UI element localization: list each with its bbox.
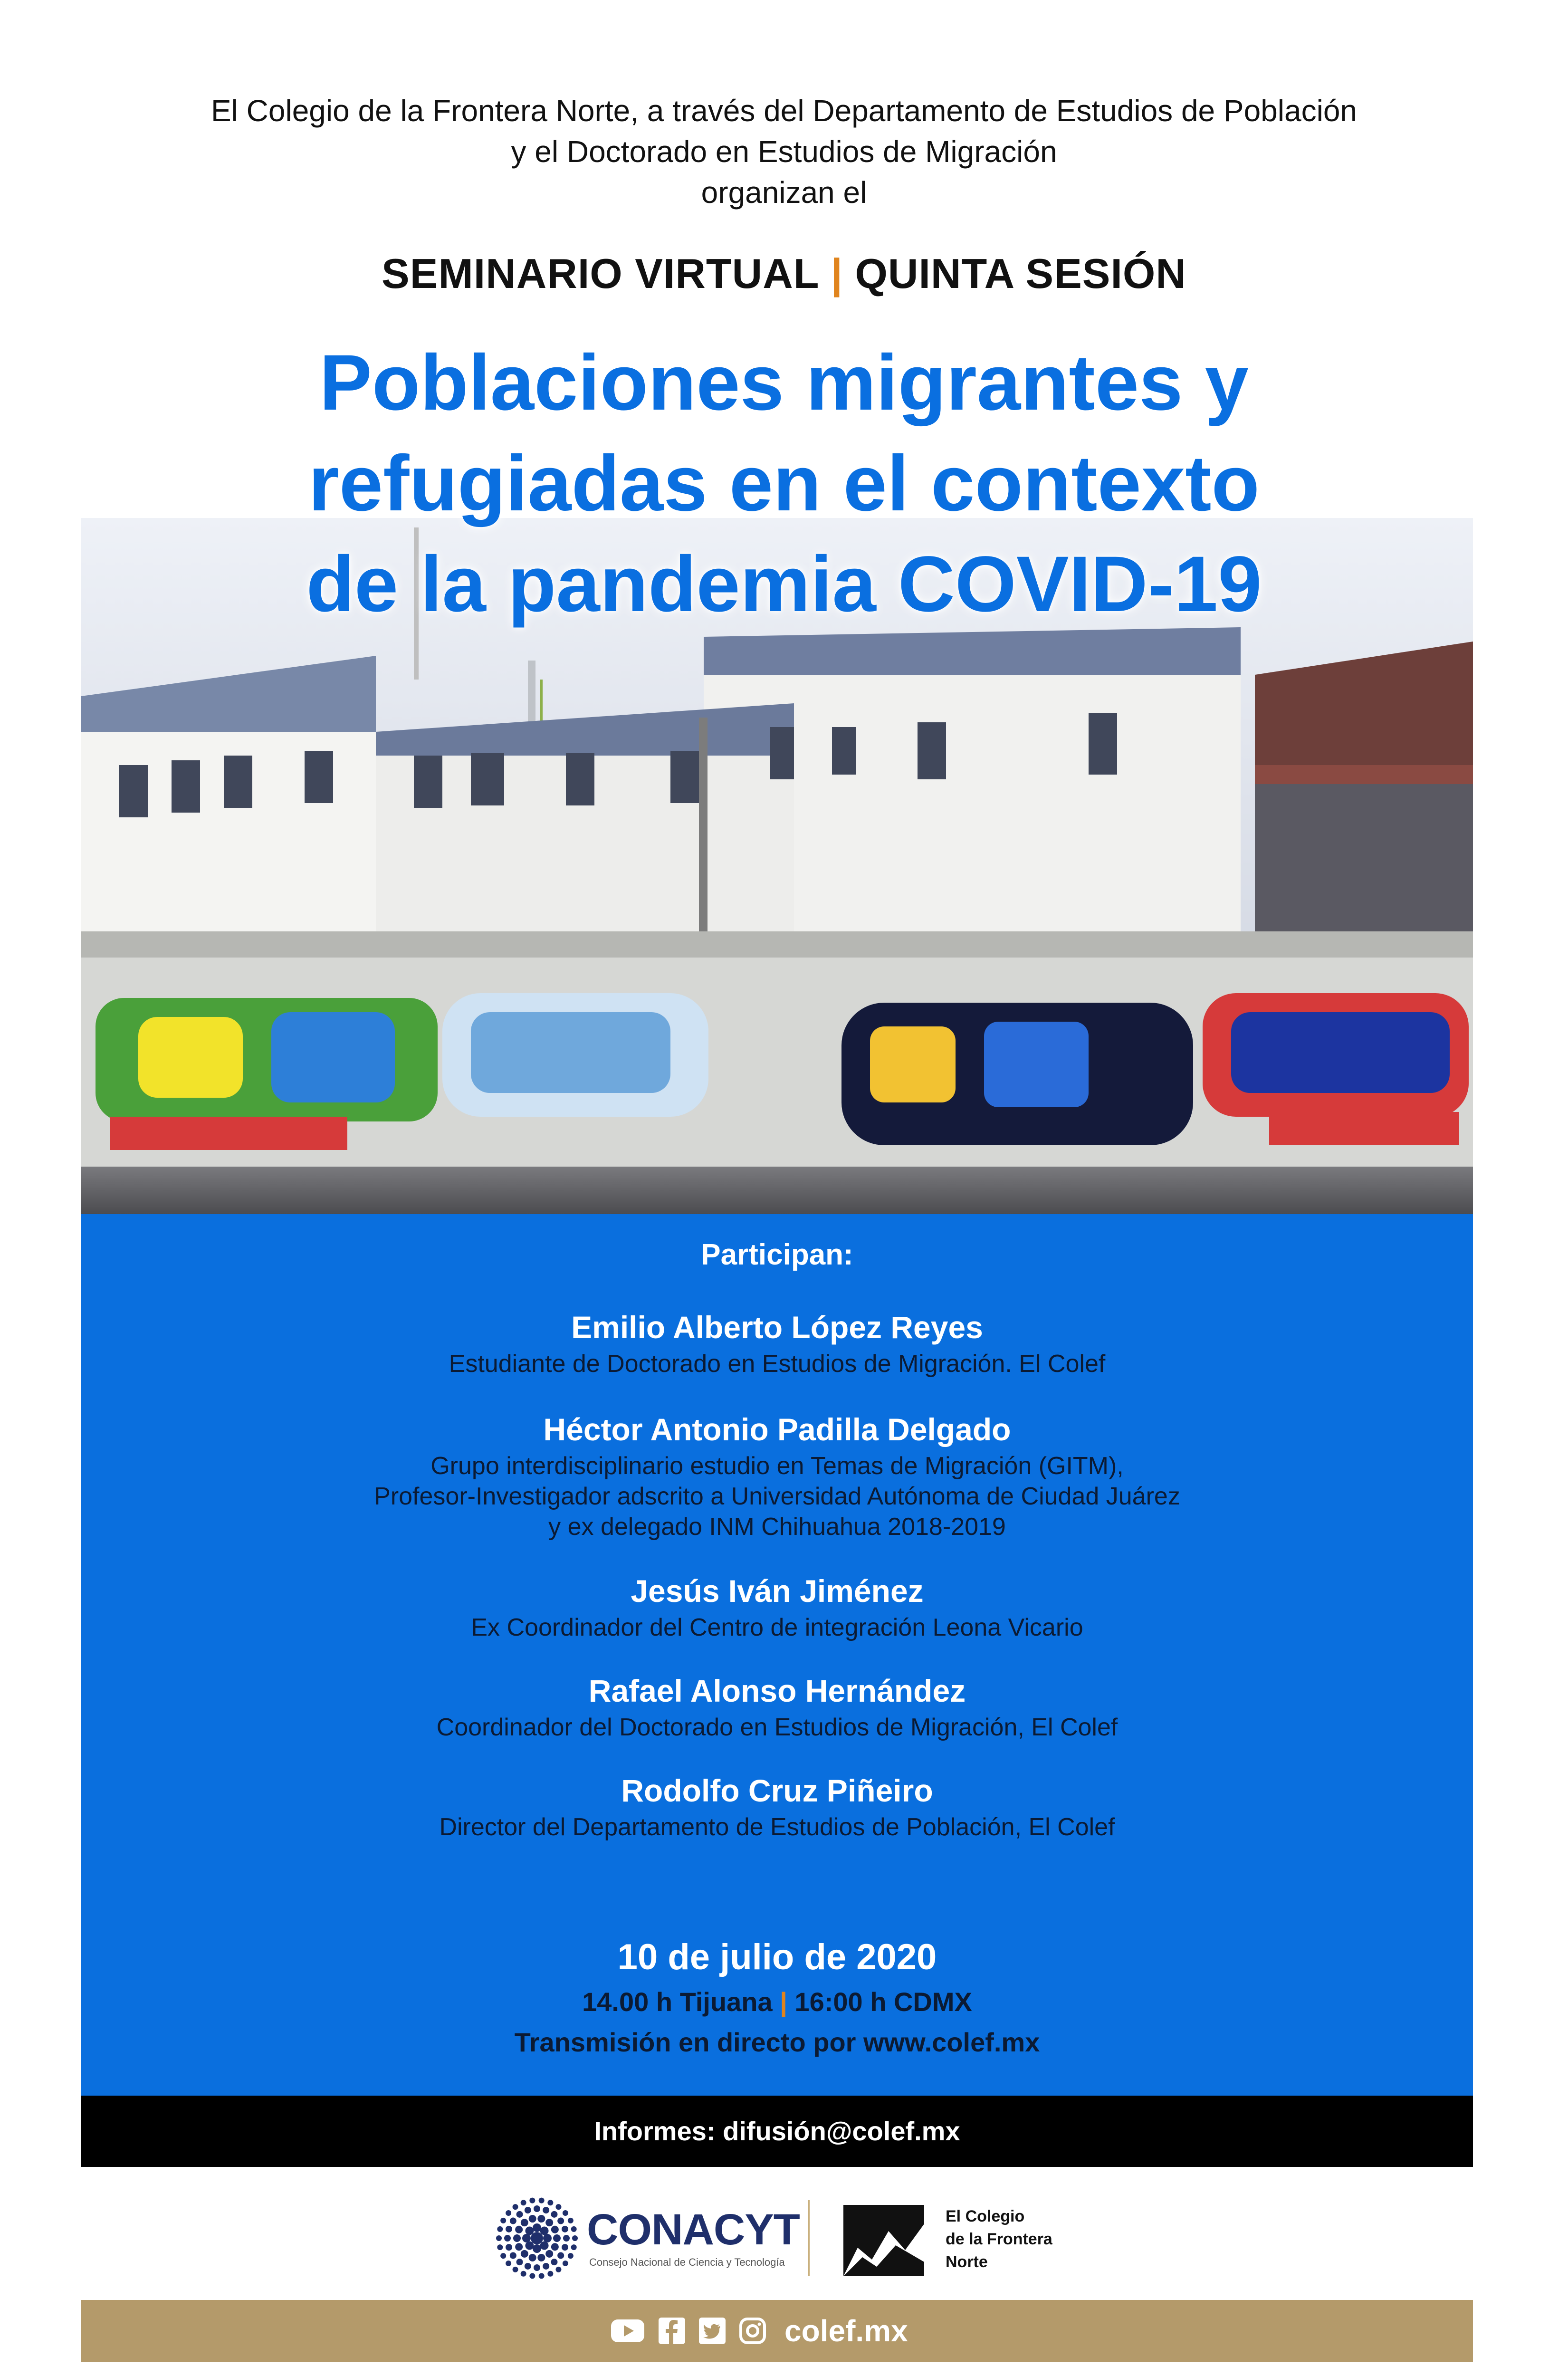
participant-role: Coordinador del Doctorado en Estudios de Migración, El Colef (436, 1714, 1118, 1741)
conacyt-dot (525, 2226, 534, 2235)
conacyt-dot (534, 2205, 540, 2212)
time-cdmx: 16:00 h CDMX (794, 1987, 972, 2017)
conacyt-dot (529, 2215, 536, 2223)
participants-panel (81, 1214, 1473, 2096)
conacyt-dot (510, 2218, 516, 2224)
conacyt-dot (557, 2218, 564, 2224)
event-title (0, 333, 1568, 635)
title-line-3: de la pandemia COVID-19 (306, 540, 1262, 628)
conacyt-dot (525, 2263, 531, 2270)
participant-role: Profesor-Investigador adscrito a Universidad Autónoma de Ciudad Juárez (374, 1483, 1180, 1510)
participant-role: Estudiante de Doctorado en Estudios de Migración. El Colef (449, 1350, 1106, 1378)
participant-name: Héctor Antonio Padilla Delgado (543, 1412, 1011, 1447)
sponsor-logos (0, 2186, 1568, 2309)
conacyt-dot (540, 2242, 549, 2250)
conacyt-dot (506, 2226, 512, 2232)
conacyt-dot (531, 2232, 543, 2244)
colef-wordmark (946, 2205, 1052, 2273)
time-tijuana: 14.00 h Tijuana (582, 1987, 773, 2017)
session-label: QUINTA SESIÓN (855, 250, 1186, 297)
title-line-1: Poblaciones migrantes y (319, 339, 1249, 427)
conacyt-dot (504, 2235, 511, 2242)
event-date: 10 de julio de 2020 (617, 1937, 937, 1977)
intro-line-2: y el Doctorado en Estudios de Migración (511, 134, 1057, 169)
conacyt-dot (521, 2271, 526, 2277)
participant-name: Emilio Alberto López Reyes (571, 1310, 983, 1345)
title-line-2: refugiadas en el contexto (308, 440, 1260, 527)
footer-bar (81, 2300, 1473, 2362)
conacyt-dot (551, 2226, 559, 2233)
instagram-icon[interactable] (739, 2318, 766, 2344)
conacyt-dot (525, 2207, 531, 2213)
conacyt-dot (539, 2273, 545, 2279)
conacyt-dot (529, 2198, 535, 2204)
facebook-icon[interactable] (659, 2318, 685, 2344)
info-email[interactable]: Informes: difusión@colef.mx (594, 2116, 960, 2146)
conacyt-dot (540, 2226, 549, 2235)
series-separator: | (831, 250, 843, 297)
conacyt-dot (497, 2244, 503, 2250)
participant-role: Grupo interdisciplinario estudio en Temas de Migración (GITM), (430, 1452, 1124, 1480)
conacyt-dot (513, 2234, 521, 2242)
stream-info: Transmisión en directo por www.colef.mx (514, 2027, 1040, 2057)
participant-name: Jesús Iván Jiménez (631, 1573, 924, 1609)
conacyt-dot (521, 2200, 526, 2205)
participant-role: Director del Departamento de Estudios de Población, El Colef (439, 1813, 1115, 1841)
conacyt-dot (521, 2250, 528, 2258)
conacyt-dot (496, 2235, 502, 2241)
conacyt-dot (516, 2259, 523, 2265)
conacyt-dot (537, 2215, 545, 2223)
colef-line-3: Norte (946, 2253, 988, 2271)
participant-name: Rafael Alonso Hernández (588, 1673, 966, 1708)
conacyt-logo-icon (494, 2195, 580, 2281)
conacyt-dot (562, 2244, 568, 2251)
conacyt-dot (563, 2261, 568, 2266)
intro-line-1: El Colegio de la Frontera Norte, a través del Departamento de Estudios de Población (210, 94, 1358, 128)
conacyt-dot (529, 2273, 535, 2279)
conacyt-dot (543, 2263, 549, 2270)
conacyt-dot (553, 2234, 561, 2242)
conacyt-dot (513, 2204, 518, 2210)
conacyt-dot (568, 2253, 574, 2259)
conacyt-dot (571, 2226, 577, 2232)
conacyt-dot (533, 2223, 541, 2232)
conacyt-dot (510, 2252, 516, 2259)
conacyt-dot (551, 2259, 557, 2265)
conacyt-dot (506, 2210, 511, 2216)
conacyt-dot (515, 2226, 523, 2233)
event-time (81, 1986, 1473, 2017)
youtube-icon[interactable] (611, 2318, 644, 2344)
conacyt-dot (521, 2219, 528, 2226)
organizer-intro (0, 90, 1568, 213)
conacyt-dot (539, 2198, 545, 2204)
colef-line-1: El Colegio (946, 2207, 1025, 2225)
conacyt-dot (547, 2271, 553, 2277)
conacyt-dot (563, 2210, 568, 2216)
series-heading (0, 249, 1568, 298)
conacyt-dot (525, 2242, 534, 2250)
conacyt-dot (543, 2207, 549, 2213)
colef-logo-icon (843, 2205, 924, 2276)
participant-role: y ex delegado INM Chihuahua 2018-2019 (548, 1513, 1006, 1541)
conacyt-dot (551, 2243, 559, 2251)
conacyt-dot (547, 2200, 553, 2205)
conacyt-dot (515, 2243, 523, 2251)
conacyt-dot (557, 2252, 564, 2259)
conacyt-dot (534, 2264, 540, 2271)
participants-label: Participan: (701, 1238, 853, 1271)
participant-name: Rodolfo Cruz Piñeiro (621, 1773, 933, 1808)
intro-line-3: organizan el (701, 175, 867, 210)
twitter-icon[interactable] (699, 2318, 726, 2344)
conacyt-dot (533, 2244, 541, 2253)
conacyt-dot (545, 2219, 553, 2226)
conacyt-dot (537, 2254, 545, 2261)
conacyt-dot (506, 2261, 511, 2266)
colef-line-2: de la Frontera (946, 2230, 1052, 2248)
conacyt-dot (551, 2211, 557, 2218)
conacyt-dot (522, 2234, 531, 2242)
conacyt-dot (545, 2250, 553, 2258)
info-bar (81, 2096, 1473, 2167)
conacyt-dot (568, 2218, 574, 2223)
conacyt-dot (562, 2226, 568, 2232)
footer-site[interactable]: colef.mx (784, 2314, 908, 2348)
conacyt-dot (543, 2234, 552, 2242)
time-separator: | (780, 1987, 787, 2017)
conacyt-dot (500, 2218, 506, 2223)
participant-role: Ex Coordinador del Centro de integración Leona Vicario (471, 1614, 1083, 1641)
conacyt-dot (513, 2267, 518, 2272)
logo-divider (808, 2200, 810, 2276)
conacyt-subtitle: Consejo Nacional de Ciencia y Tecnología (589, 2256, 785, 2268)
conacyt-wordmark: CONACYT (587, 2205, 800, 2254)
conacyt-dot (572, 2235, 578, 2241)
conacyt-dot (516, 2211, 523, 2218)
conacyt-dot (563, 2235, 570, 2242)
conacyt-dot (506, 2244, 512, 2251)
conacyt-dot (571, 2244, 577, 2250)
conacyt-dot (497, 2226, 503, 2232)
conacyt-dot (555, 2267, 561, 2272)
conacyt-dot (529, 2254, 536, 2261)
series-label: SEMINARIO VIRTUAL (382, 250, 819, 297)
conacyt-dot (555, 2204, 561, 2210)
conacyt-dot (500, 2253, 506, 2259)
